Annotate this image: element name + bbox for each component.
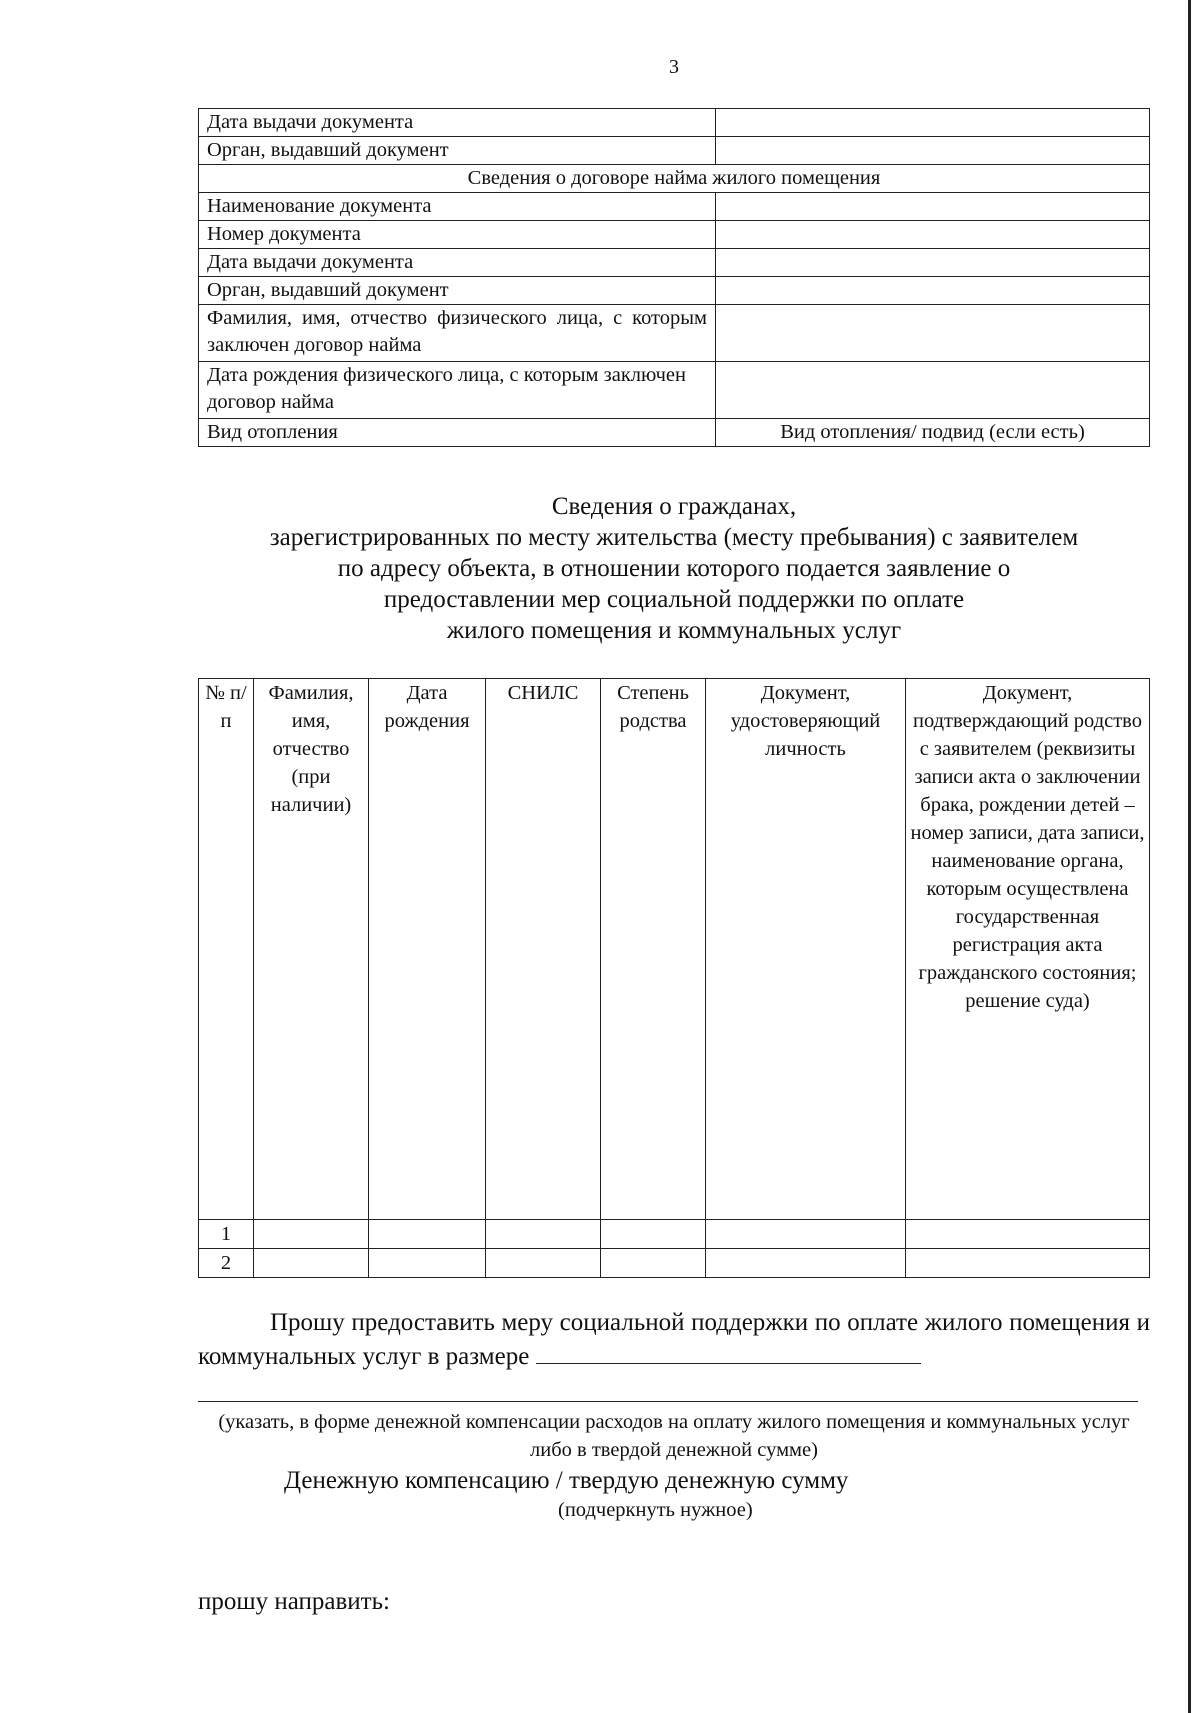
table-row (199, 277, 1150, 305)
table-row (199, 193, 1150, 221)
table-row (199, 1249, 1150, 1278)
compensation-block (198, 1465, 1150, 1523)
cell[interactable] (369, 1220, 486, 1249)
send-text: прошу направить: (198, 1588, 390, 1615)
table-row (199, 137, 1150, 165)
row-label: Фамилия, имя, отчество физического лица, с которым заключен договор найма (199, 305, 716, 362)
cell[interactable] (601, 1249, 706, 1278)
page-number: 3 (669, 56, 679, 78)
row-label: Дата рождения физического лица, с которым заключен договор найма (199, 362, 716, 419)
heading-line: жилого помещения и коммунальных услуг (446, 617, 902, 644)
row-value[interactable] (716, 305, 1150, 362)
cell[interactable] (906, 1249, 1150, 1278)
row-value[interactable] (716, 277, 1150, 305)
request-paragraph (198, 1306, 1150, 1374)
col-header-birthdate: Дата рождения (369, 679, 486, 1220)
row-value[interactable] (716, 362, 1150, 419)
compensation-note: (подчеркнуть нужное) (558, 1499, 753, 1521)
row-value[interactable] (716, 109, 1150, 137)
table-row (199, 221, 1150, 249)
row-number: 2 (199, 1249, 254, 1278)
page-edge-line (1188, 0, 1191, 1713)
row-value[interactable] (716, 137, 1150, 165)
heading-line: Сведения о гражданах, (551, 493, 797, 520)
heading-line: предоставлении мер социальной поддержки по оплате (383, 586, 965, 613)
col-header-id-document: Документ, удостоверяющий личность (706, 679, 906, 1220)
request-note: (указать, в форме денежной компенсации расходов на оплату жилого помещения и коммунальных услуг либо в твердой денежной сумме) (218, 1411, 1130, 1461)
table-row (199, 362, 1150, 419)
citizens-table (198, 678, 1150, 1278)
table-row (199, 249, 1150, 277)
cell[interactable] (254, 1249, 369, 1278)
header-row (199, 679, 1150, 1220)
section-title-row (199, 165, 1150, 193)
row-label: Номер документа (199, 221, 716, 249)
table-row (199, 1220, 1150, 1249)
col-header-kinship-document: Документ, подтверждающий родство с заявителем (реквизиты записи акта о заключении брака, рождении детей – номер записи, дата записи, наименование органа, которым осуществлена государственная регистрация акта гражданского состояния; решение суда) (906, 679, 1150, 1220)
cell[interactable] (706, 1220, 906, 1249)
compensation-text: Денежную компенсацию / твердую денежную сумму (284, 1467, 849, 1494)
amount-blank-field[interactable] (536, 1341, 921, 1364)
table-row (199, 419, 1150, 447)
cell[interactable] (486, 1220, 601, 1249)
heading-line: зарегистрированных по месту жительства (месту пребывания) с заявителем (269, 524, 1079, 551)
row-value[interactable] (716, 193, 1150, 221)
row-label: Орган, выдавший документ (199, 137, 716, 165)
lease-section-title: Сведения о договоре найма жилого помещения (199, 165, 1150, 193)
cell[interactable] (706, 1249, 906, 1278)
row-number: 1 (199, 1220, 254, 1249)
row-label: Дата выдачи документа (199, 109, 716, 137)
col-header-relation: Степень родства (601, 679, 706, 1220)
row-label: Орган, выдавший документ (199, 277, 716, 305)
heating-label: Вид отопления (199, 419, 716, 447)
cell[interactable] (486, 1249, 601, 1278)
table-row (199, 109, 1150, 137)
col-header-fullname: Фамилия, имя, отчество (при наличии) (254, 679, 369, 1220)
cell[interactable] (601, 1220, 706, 1249)
document-details-table (198, 108, 1150, 447)
heading-line: по адресу объекта, в отношении которого подается заявление о (337, 555, 1011, 582)
request-text: Прошу предоставить меру социальной поддержки по оплате жилого помещения и коммунальных услуг в размере (198, 1309, 1150, 1370)
citizens-heading (198, 491, 1150, 646)
blank-line-field[interactable] (198, 1401, 1138, 1402)
row-label: Дата выдачи документа (199, 249, 716, 277)
row-value[interactable] (716, 221, 1150, 249)
col-header-snils: СНИЛС (486, 679, 601, 1220)
col-header-number: № п/п (199, 679, 254, 1220)
cell[interactable] (369, 1249, 486, 1278)
cell[interactable] (906, 1220, 1150, 1249)
table-row (199, 305, 1150, 362)
row-label: Наименование документа (199, 193, 716, 221)
row-value[interactable] (716, 249, 1150, 277)
heating-value[interactable]: Вид отопления/ подвид (если есть) (716, 419, 1150, 447)
cell[interactable] (254, 1220, 369, 1249)
